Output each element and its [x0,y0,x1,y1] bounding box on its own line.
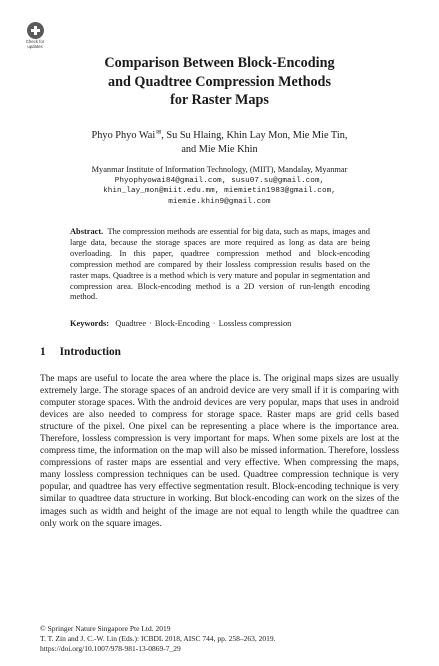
co-authors: , Su Su Hlaing, Khin Lay Mon, Mie Mie Tin, [161,130,348,141]
title-line: for Raster Maps [170,92,269,108]
abstract [70,227,370,303]
check-for-updates-badge[interactable] [21,22,49,52]
corresponding-author: Phyo Phyo Wai [91,130,156,141]
envelope-icon[interactable]: ✉ [156,130,162,136]
affiliation-block [40,165,399,207]
email-line[interactable]: miemie.khin9@gmail.com [168,197,271,206]
section-number: 1 [40,346,46,358]
title-line: and Quadtree Compression Methods [108,73,331,90]
abstract-label: Abstract. [70,227,104,236]
keywords-label: Keywords: [70,319,110,328]
section-heading [40,346,121,358]
keyword-separator: · [149,319,152,328]
badge-label: Check for updates [25,39,45,49]
paper-title [60,54,379,110]
author-list [40,127,399,156]
institute-name: Myanmar Institute of Information Technology, (MIIT), Mandalay, Myanmar [91,165,348,174]
footer [40,624,275,653]
keyword-separator: · [212,319,216,328]
abstract-text: The compression methods are essential for big data, such as maps, images and large data, because the storage spaces are more required as long as data are being overloading. In this paper, quadtree compression method and block-encoding compression method are compared by their lossless compression results based on the raster maps. Quadtree is a method which is very mature and popular in segmentation and compression area. Block-encoding method is a 2D version of run-length encoding method. [70,227,370,302]
body-paragraph: The maps are useful to locate the area where the place is. The original maps sizes are usually extremely large. The storage spaces of an android device are very small if it is comparing with computer storage spaces. With the android devices are very popular, maps that uses in android devices are also needed to compress for storage space. Raster maps are grid cells based structure of the pixel. One pixel can be representing a place where is the importance area. Therefore, lossless compression is very important for maps. When some pixels are lost at the compress time, the information on the map will also be missed information. Therefore, lossless compressions of raster maps are essential and very effective. When compressing the maps, many lossless compression techniques can be used. Quadtree compression technique is very popular, and quadtree has very effective segmentation result. Block-encoding technique is very similar to quadtree data structure in working. But block-encoding can work on the sizes of the images such as width and height of the image are not equal to length while the quadtree can only work on the square images. [40,374,399,529]
section-title: Introduction [59,346,121,358]
doi-link[interactable]: https://doi.org/10.1007/978-981-13-0869-7_29 [40,643,181,653]
copyright-line: © Springer Nature Singapore Pte Ltd. 2019 [40,624,171,633]
keyword: Block-Encoding [154,319,210,328]
crossmark-icon [27,22,44,39]
author-line [40,127,399,143]
email-line[interactable]: khin_lay_mon@miit.edu.mm, miemietin1983@gmail.com, [103,187,336,195]
title-line: Comparison Between Block-Encoding [104,55,335,71]
keyword: Lossless compression [218,319,292,328]
author-line: and Mie Mie Khin [181,143,258,155]
keywords [70,319,370,330]
email-line[interactable]: Phyophyowai84@gmail.com, susu07.su@gmail.com, [114,176,325,185]
citation-line: T. T. Zin and J. C.-W. Lin (Eds.): ICBDL 2018, AISC 744, pp. 258–263, 2019. [40,633,276,643]
keyword: Quadtree [115,319,147,328]
